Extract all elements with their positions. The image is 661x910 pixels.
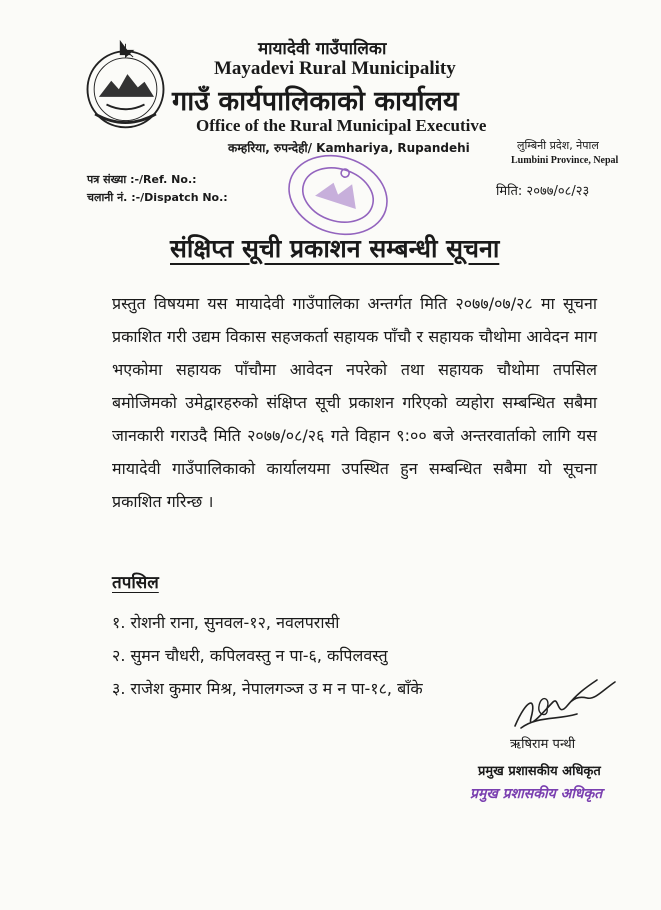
office-address: कम्हरिया, रुपन्देही/ Kamhariya, Rupandehi <box>228 141 470 155</box>
ref-number-label: पत्र संख्या :-/Ref. No.: <box>87 173 197 186</box>
list-item: ३. राजेश कुमार मिश्र, नेपालगञ्ज उ म न पा-१८, बाँके <box>112 679 423 698</box>
municipality-name-en: Mayadevi Rural Municipality <box>214 58 456 79</box>
office-name-np: गाउँ कार्यपालिकाको कार्यालय <box>172 86 459 117</box>
list-heading: तपसिल <box>112 573 159 593</box>
list-item: २. सुमन चौधरी, कपिलवस्तु न पा-६, कपिलवस्तु <box>112 646 388 665</box>
signatory-title-stamp: प्रमुख प्रशासकीय अधिकृत <box>470 786 603 802</box>
nepal-government-emblem-icon <box>78 38 173 133</box>
candidate-list <box>112 606 423 705</box>
province-en: Lumbini Province, Nepal <box>511 155 619 166</box>
notice-body: प्रस्तुत विषयमा यस मायादेवी गाउँपालिका अन्तर्गत मिति २०७७/०७/२८ मा सूचना प्रकाशित गरी उद्यम विकास सहजकर्ता सहायक पाँचौ र सहायक चौथोमा आवेदन माग भएकोमा सहायक पाँचौमा आवेदन नपरेको तथा सहायक चौथोमा तपसिल बमोजिमको उमेद्वारहरुको संक्षिप्त सूची प्रकाशन गरिएको व्यहोरा सम्बन्धित सबैमा जानकारी गराउदै मिति २०७७/०८/२६ गते विहान ९:०० बजे अन्तरवार्ताको लागि यस मायादेवी गाउँपालिकाको कार्यालयमा उपस्थित हुन सम्बन्धित सबैमा यो सूचना प्रकाशित गरिन्छ । <box>112 294 597 511</box>
dispatch-number-label: चलानी नं. :-/Dispatch No.: <box>87 191 228 204</box>
municipality-name-np: मायादेवी गाउँपालिका <box>258 39 387 59</box>
office-seal-stamp <box>282 150 394 240</box>
signatory-title: प्रमुख प्रशासकीय अधिकृत <box>478 764 601 779</box>
notice-title: संक्षिप्त सूची प्रकाशन सम्बन्धी सूचना <box>170 234 500 263</box>
list-item: १. रोशनी राना, सुनवल-१२, नवलपरासी <box>112 613 340 632</box>
office-name-en: Office of the Rural Municipal Executive <box>196 116 487 135</box>
letter-date: मिति: २०७७/०८/२३ <box>496 184 590 199</box>
handwritten-signature <box>507 668 622 736</box>
province-np: लुम्बिनी प्रदेश, नेपाल <box>517 139 599 152</box>
signatory-name: ऋषिराम पन्थी <box>510 737 576 752</box>
